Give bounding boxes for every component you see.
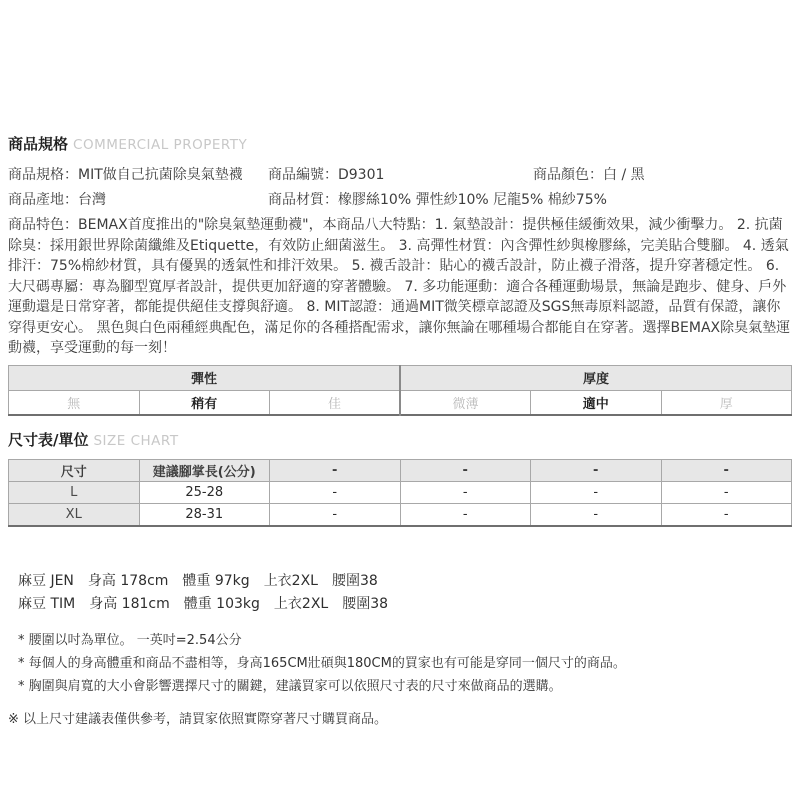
- foot-length-value: 28-31: [139, 504, 270, 526]
- foot-length-col-header: 建議腳掌長(公分): [139, 460, 270, 482]
- empty-col-header: -: [661, 460, 792, 482]
- empty-col-header: -: [400, 460, 531, 482]
- thickness-option-thin: 微薄: [400, 390, 531, 415]
- size-col-header: 尺寸: [9, 460, 140, 482]
- spec-material: 商品材質：橡膠絲10% 彈性紗10% 尼龍5% 棉紗75%: [268, 191, 607, 208]
- model-row-jen: [18, 569, 792, 592]
- empty-col-header: -: [531, 460, 662, 482]
- empty-cell: -: [270, 482, 401, 504]
- size-chart-title: 尺寸表/單位: [8, 431, 89, 449]
- model-waist: 腰圍38: [342, 596, 389, 612]
- thickness-option-medium-selected: 適中: [531, 390, 662, 415]
- spec-name: 商品規格：MIT做自己抗菌除臭氣墊襪: [8, 166, 243, 183]
- empty-cell: -: [270, 504, 401, 526]
- model-weight: 體重 97kg: [182, 573, 250, 589]
- model-waist: 腰圍38: [332, 573, 378, 589]
- model-top-size: 上衣2XL: [273, 596, 329, 612]
- elasticity-header: 彈性: [9, 365, 401, 390]
- model-name: 麻豆 TIM: [18, 596, 76, 612]
- product-section-title: 商品規格: [8, 135, 69, 153]
- empty-cell: -: [531, 482, 662, 504]
- empty-cell: -: [400, 504, 531, 526]
- footnotes: [8, 629, 792, 698]
- elasticity-option-none: 無: [9, 390, 140, 415]
- foot-length-value: 25-28: [139, 482, 270, 504]
- final-reference-note: ※ 以上尺寸建議表僅供參考，請買家依照實際穿著尺寸購買商品。: [8, 711, 388, 727]
- footnote-waist-unit: * 腰圍以吋為單位。 一英吋=2.54公分: [18, 632, 242, 648]
- model-weight: 體重 103kg: [183, 596, 260, 612]
- spec-row-1: [8, 161, 792, 186]
- model-info: [8, 569, 792, 615]
- size-chart-table: [8, 459, 792, 527]
- empty-cell: -: [661, 504, 792, 526]
- attribute-table: [8, 365, 792, 417]
- product-section-subtitle: COMMERCIAL PROPERTY: [73, 137, 248, 153]
- model-height: 身高 178cm: [87, 573, 169, 589]
- attribute-table-value-row: [9, 390, 792, 415]
- footnote-chest-shoulder: * 胸圍與肩寬的大小會影響選擇尺寸的關鍵，建議買家可以依照尺寸表的尺寸來做商品的選購。: [18, 678, 562, 694]
- size-chart-subtitle: SIZE CHART: [93, 433, 179, 449]
- size-table-header-row: [9, 460, 792, 482]
- spec-row-2: [8, 186, 792, 211]
- product-section-header: [8, 134, 792, 155]
- model-name: 麻豆 JEN: [18, 573, 74, 589]
- thickness-option-thick: 厚: [661, 390, 792, 415]
- spec-origin: 商品產地：台灣: [8, 191, 106, 208]
- elasticity-option-good: 佳: [270, 390, 401, 415]
- product-features-paragraph: 商品特色：BEMAX首度推出的"除臭氣墊運動襪"，本商品八大特點：1. 氣墊設計：提供極佳緩衝效果，減少衝擊力。 2. 抗菌除臭：採用銀世界除菌纖維及Etiquette，有效防止細菌滋生。 3. 高彈性材質：內含彈性紗與橡膠絲，完美貼合雙腳。 4. 透氣排汗：75%棉紗材質，具有優異的透氣性和排汗效果。 5. 襪舌設計：貼心的襪舌設計，防止襪子滑落，提升穿著穩定性。 6. 大尺碼專屬：專為腳型寬厚者設計，提供更加舒適的穿著體驗。 7. 多功能運動：適合各種運動場景，無論是跑步、健身、戶外運動還是日常穿著，都能提供絕佳支撐與舒適。 8. MIT認證：通過MIT微笑標章認證及SGS無毒原料認證，品質有保證，讓你穿得更安心。 黑色與白色兩種經典配色，滿足你的各種搭配需求，讓你無論在哪種場合都能自在穿著。選擇BEMAX除臭氣墊運動襪，享受運動的每一刻！: [8, 217, 791, 356]
- empty-cell: -: [661, 482, 792, 504]
- model-top-size: 上衣2XL: [263, 573, 318, 589]
- empty-col-header: -: [270, 460, 401, 482]
- size-table-row-XL: [9, 504, 792, 526]
- empty-cell: -: [400, 482, 531, 504]
- thickness-header: 厚度: [400, 365, 792, 390]
- model-height: 身高 181cm: [89, 596, 170, 612]
- spec-code: 商品編號：D9301: [268, 166, 385, 183]
- empty-cell: -: [531, 504, 662, 526]
- footnote-height-weight: * 每個人的身高體重和商品不盡相等，身高165CM壯碩與180CM的買家也有可能是穿同一個尺寸的商品。: [18, 655, 626, 671]
- model-row-tim: [18, 592, 792, 615]
- spec-grid: [8, 161, 792, 211]
- size-chart-header: [8, 430, 792, 451]
- attribute-table-header-row: [9, 365, 792, 390]
- size-table-row-L: [9, 482, 792, 504]
- size-label: L: [9, 482, 140, 504]
- size-label: XL: [9, 504, 140, 526]
- elasticity-option-slight-selected: 稍有: [139, 390, 270, 415]
- spec-color: 商品顏色：白 / 黑: [533, 166, 645, 183]
